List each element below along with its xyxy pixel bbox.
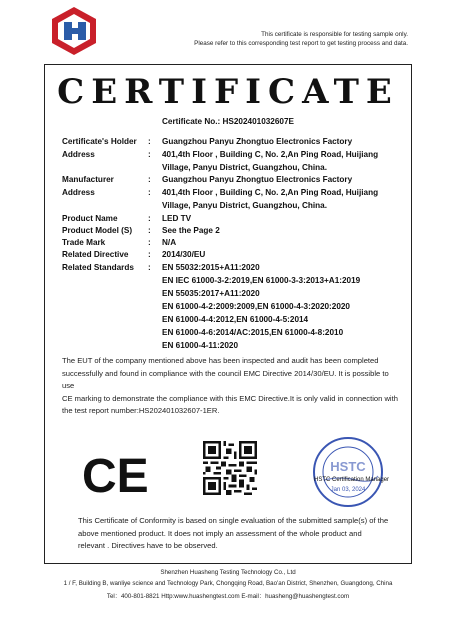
field-colon: : xyxy=(148,188,151,197)
field-value-address-cont: Village, Panyu District, Guangzhou, China. xyxy=(162,163,327,172)
company-logo-icon xyxy=(50,6,98,56)
field-colon: : xyxy=(148,150,151,159)
standard-line: EN 55035:2017+A11:2020 xyxy=(162,289,260,298)
field-value-address: 401,4th Floor , Building C, No. 2,An Ping Road, Huijiang xyxy=(162,150,379,159)
field-colon: : xyxy=(148,137,151,146)
header-note-2: Please refer to this corresponding test report to get testing process and data. xyxy=(194,40,408,47)
field-value-holder: Guangzhou Panyu Zhongtuo Electronics Factory xyxy=(162,137,353,146)
standard-line: EN 61000-4-11:2020 xyxy=(162,341,239,350)
svg-text:HSTC: HSTC xyxy=(330,459,366,474)
field-colon: : xyxy=(148,250,151,259)
field-value-directive: 2014/30/EU xyxy=(162,250,206,259)
statement-line: the test report number:HS202401032607-1ER. xyxy=(62,406,220,416)
field-label-product-model: Product Model (S) xyxy=(62,226,133,235)
footer-company: Shenzhen Huasheng Testing Technology Co., Ltd xyxy=(160,569,296,576)
stamp-label: HSTC Certification Manager xyxy=(314,477,390,483)
field-label-standards: Related Standards xyxy=(62,263,134,272)
standard-line: EN 61000-4-4:2012,EN 61000-4-5:2014 xyxy=(162,315,309,324)
certificate-number: Certificate No.: HS202401032607E xyxy=(162,117,294,126)
field-value-product-model: See the Page 2 xyxy=(162,226,220,235)
header-note-1: This certificate is responsible for testing sample only. xyxy=(261,31,408,38)
footer-address: 1 / F, Building B, wanliye science and Technology Park, Chongqing Road, Bao'an District, Shenzhen, Guangdong, China xyxy=(63,580,393,587)
field-label-mfr-address: Address xyxy=(62,188,95,197)
field-colon: : xyxy=(148,263,151,272)
field-label-address: Address xyxy=(62,150,95,159)
field-label-trade-mark: Trade Mark xyxy=(62,238,106,247)
conformity-line: above mentioned product. It does not imply an assessment of the whole product and xyxy=(78,528,362,538)
field-label-manufacturer: Manufacturer xyxy=(62,175,114,184)
qr-code-icon xyxy=(203,441,257,495)
statement-line: successfully and found in compliance with the council EMC Directive 2014/30/EU. It is possible to use xyxy=(62,368,389,391)
ce-mark-icon xyxy=(82,452,152,498)
standard-line: EN IEC 61000-3-2:2019,EN 61000-3-3:2013+A1:2019 xyxy=(162,276,361,285)
standard-line: EN 61000-4-2:2009:2009,EN 61000-4-3:2020:2020 xyxy=(162,302,350,311)
field-colon: : xyxy=(148,214,151,223)
field-value-trade-mark: N/A xyxy=(162,238,177,247)
conformity-statement xyxy=(78,515,398,553)
field-label-product-name: Product Name xyxy=(62,214,118,223)
certification-stamp-icon xyxy=(312,436,390,508)
statement-line: CE marking to demonstrate the compliance with this EMC Directive.It is only valid in connection with xyxy=(62,393,398,403)
field-value-standard-first: EN 55032:2015+A11:2020 xyxy=(162,263,260,272)
conformity-line: This Certificate of Conformity is based on single evaluation of the submitted sample(s) of the xyxy=(78,516,389,525)
statement-line: The EUT of the company mentioned above has been inspected and audit has been completed xyxy=(62,356,379,365)
field-colon: : xyxy=(148,226,151,235)
field-colon: : xyxy=(148,175,151,184)
field-value-manufacturer: Guangzhou Panyu Zhongtuo Electronics Factory xyxy=(162,175,353,184)
stamp-date: Jan 03, 2024 xyxy=(330,487,366,493)
standard-line: EN 61000-4-6:2014/AC:2015,EN 61000-4-8:2010 xyxy=(162,328,344,337)
field-value-mfr-address: 401,4th Floor , Building C, No. 2,An Ping Road, Huijiang xyxy=(162,188,379,197)
field-label-holder: Certificate's Holder xyxy=(62,137,137,146)
conformity-line: relevant . Directives have to be observed. xyxy=(78,541,218,551)
field-value-mfr-address-cont: Village, Panyu District, Guangzhou, China. xyxy=(162,201,327,210)
compliance-statement xyxy=(62,355,402,418)
field-colon: : xyxy=(148,238,151,247)
footer-contact: Tel：400-801-8821 Http:www.huashengtest.com E-mail：huasheng@huashengtest.com xyxy=(106,593,350,600)
field-label-directive: Related Directive xyxy=(62,250,129,259)
field-value-product-name: LED TV xyxy=(162,214,192,223)
certificate-title: CERTIFICATE xyxy=(57,72,399,112)
ce-mark-text: CE xyxy=(82,452,149,498)
